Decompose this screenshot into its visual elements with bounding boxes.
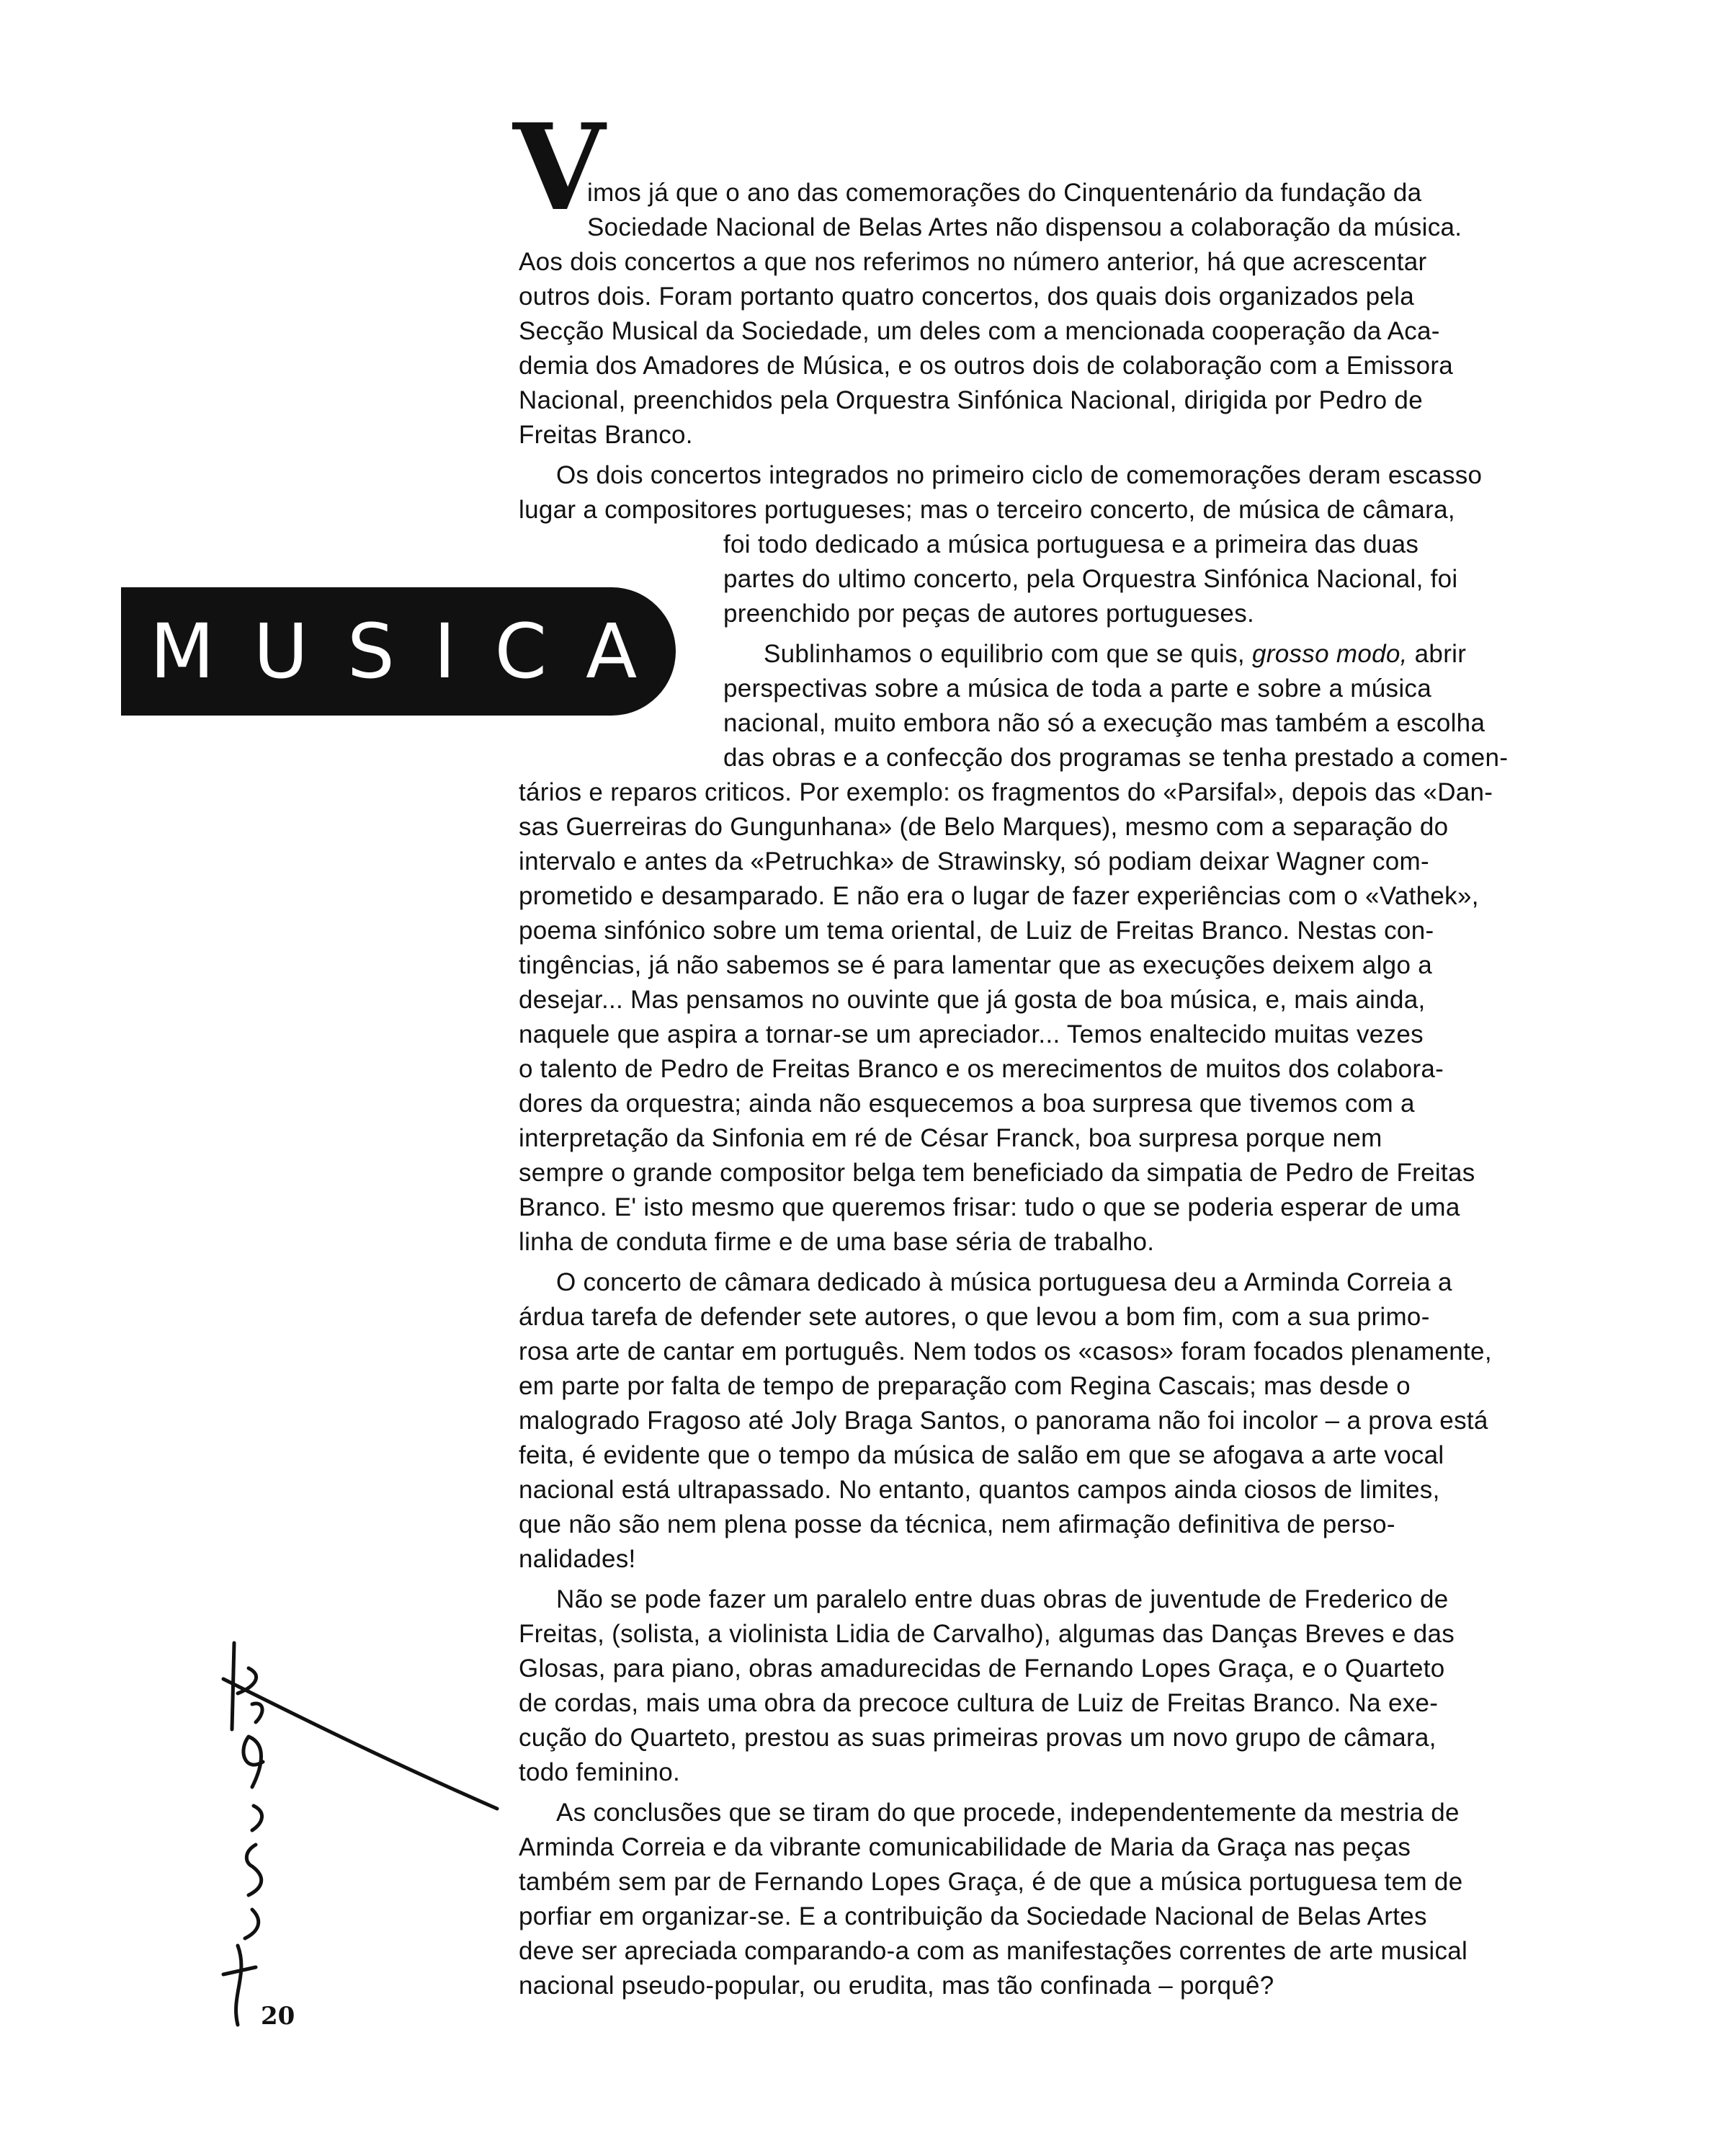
text-span: Sublinhamos o equilibrio com que se quis, xyxy=(764,640,1245,668)
text-line: Branco. E' isto mesmo que queremos frisar: tudo o que se poderia esperar de uma xyxy=(519,1193,1460,1221)
italic-phrase: grosso modo, xyxy=(1251,640,1408,668)
text-line: dores da orquestra; ainda não esquecemos a boa surpresa que tivemos com a xyxy=(519,1090,1415,1118)
text-line: nacional, muito embora não só a execução mas também a escolha xyxy=(723,709,1485,737)
text-line: que não são nem plena posse da técnica, nem afirmação definitiva de perso- xyxy=(519,1510,1395,1538)
text-line: interpretação da Sinfonia em ré de César Franck, boa surpresa porque nem xyxy=(519,1124,1382,1152)
text-line: linha de conduta firme e de uma base séria de trabalho. xyxy=(519,1228,1155,1256)
handwritten-signature xyxy=(195,1636,519,2039)
page-number: 20 xyxy=(261,2002,295,2031)
text-line: Arminda Correia e da vibrante comunicabilidade de Maria da Graça nas peças xyxy=(519,1833,1411,1861)
text-line: desejar... Mas pensamos no ouvinte que já gosta de boa música, e, mais ainda, xyxy=(519,986,1426,1014)
text-line: nacional está ultrapassado. No entanto, quantos campos ainda ciosos de limites, xyxy=(519,1476,1440,1504)
text-line: Aos dois concertos a que nos referimos no número anterior, há que acrescentar xyxy=(519,248,1427,276)
text-line: também sem par de Fernando Lopes Graça, é de que a música portuguesa tem de xyxy=(519,1868,1463,1896)
text-line: Os dois concertos integrados no primeiro ciclo de comemorações deram escasso xyxy=(556,461,1483,489)
text-line: o talento de Pedro de Freitas Branco e os merecimentos de muitos dos colabora- xyxy=(519,1055,1444,1083)
text-line: sas Guerreiras do Gungunhana» (de Belo Marques), mesmo com a separação do xyxy=(519,813,1449,841)
section-heading: MUSICA xyxy=(121,587,676,716)
text-line: das obras e a confecção dos programas se tenha prestado a comen- xyxy=(723,744,1509,772)
text-line: árdua tarefa de defender sete autores, o que levou a bom fim, com a sua primo- xyxy=(519,1303,1430,1331)
text-line: perspectivas sobre a música de toda a parte e sobre a música xyxy=(723,674,1431,703)
text-line: rosa arte de cantar em português. Nem todos os «casos» foram focados plenamente, xyxy=(519,1337,1492,1366)
text-line: Freitas Branco. xyxy=(519,421,693,449)
text-line: As conclusões que se tiram do que procede, independentemente da mestria de xyxy=(556,1799,1460,1827)
text-line: lugar a compositores portugueses; mas o terceiro concerto, de música de câmara, xyxy=(519,496,1455,524)
text-line: intervalo e antes da «Petruchka» de Strawinsky, só podiam deixar Wagner com- xyxy=(519,847,1429,876)
text-line: tingências, já não sabemos se é para lamentar que as execuções deixem algo a xyxy=(519,951,1432,979)
text-line: feita, é evidente que o tempo da música de salão em que se afogava a arte vocal xyxy=(519,1441,1444,1469)
drop-cap: V xyxy=(513,97,606,237)
text-line: Glosas, para piano, obras amadurecidas de Fernando Lopes Graça, e o Quarteto xyxy=(519,1654,1445,1683)
text-line: prometido e desamparado. E não era o lugar de fazer experiências com o «Vathek», xyxy=(519,882,1479,910)
text-line: Não se pode fazer um paralelo entre duas obras de juventude de Frederico de xyxy=(556,1585,1449,1613)
text-line: em parte por falta de tempo de preparação com Regina Cascais; mas desde o xyxy=(519,1372,1411,1400)
text-line: cução do Quarteto, prestou as suas primeiras provas um novo grupo de câmara, xyxy=(519,1724,1437,1752)
text-line: demia dos Amadores de Música, e os outros dois de colaboração com a Emissora xyxy=(519,352,1454,380)
text-line: malogrado Fragoso até Joly Braga Santos, o panorama não foi incolor – a prova está xyxy=(519,1407,1488,1435)
text-line: Secção Musical da Sociedade, um deles com a mencionada cooperação da Aca- xyxy=(519,317,1440,345)
text-line: outros dois. Foram portanto quatro concertos, dos quais dois organizados pela xyxy=(519,282,1414,311)
text-line: preenchido por peças de autores portugueses. xyxy=(723,600,1255,628)
text-line: naquele que aspira a tornar-se um apreciador... Temos enaltecido muitas vezes xyxy=(519,1020,1424,1048)
text-line: partes do ultimo concerto, pela Orquestra Sinfónica Nacional, foi xyxy=(723,565,1458,593)
text-line: poema sinfónico sobre um tema oriental, de Luiz de Freitas Branco. Nestas con- xyxy=(519,917,1434,945)
text-line: sempre o grande compositor belga tem beneficiado da simpatia de Pedro de Freitas xyxy=(519,1159,1475,1187)
text-span: abrir xyxy=(1414,640,1467,668)
text-line: imos já que o ano das comemorações do Cinquentenário da fundação da xyxy=(587,179,1422,207)
text-line: Freitas, (solista, a violinista Lidia de Carvalho), algumas das Danças Breves e das xyxy=(519,1620,1455,1648)
text-line: nalidades! xyxy=(519,1545,636,1573)
text-line: Nacional, preenchidos pela Orquestra Sinfónica Nacional, dirigida por Pedro de xyxy=(519,386,1423,414)
text-line: todo feminino. xyxy=(519,1758,681,1786)
text-line: O concerto de câmara dedicado à música portuguesa deu a Arminda Correia a xyxy=(556,1268,1452,1296)
text-line: nacional pseudo-popular, ou erudita, mas tão confinada – porquê? xyxy=(519,1972,1274,2000)
text-line: tários e reparos criticos. Por exemplo: os fragmentos do «Parsifal», depois das «Dan- xyxy=(519,778,1493,806)
text-line: porfiar em organizar-se. E a contribuição da Sociedade Nacional de Belas Artes xyxy=(519,1902,1427,1930)
text-line: deve ser apreciada comparando-a com as manifestações correntes de arte musical xyxy=(519,1937,1468,1965)
text-line xyxy=(764,637,1466,672)
text-line: de cordas, mais uma obra da precoce cultura de Luiz de Freitas Branco. Na exe- xyxy=(519,1689,1439,1717)
text-line: Sociedade Nacional de Belas Artes não dispensou a colaboração da música. xyxy=(587,213,1462,241)
text-line: foi todo dedicado a música portuguesa e a primeira das duas xyxy=(723,530,1419,558)
